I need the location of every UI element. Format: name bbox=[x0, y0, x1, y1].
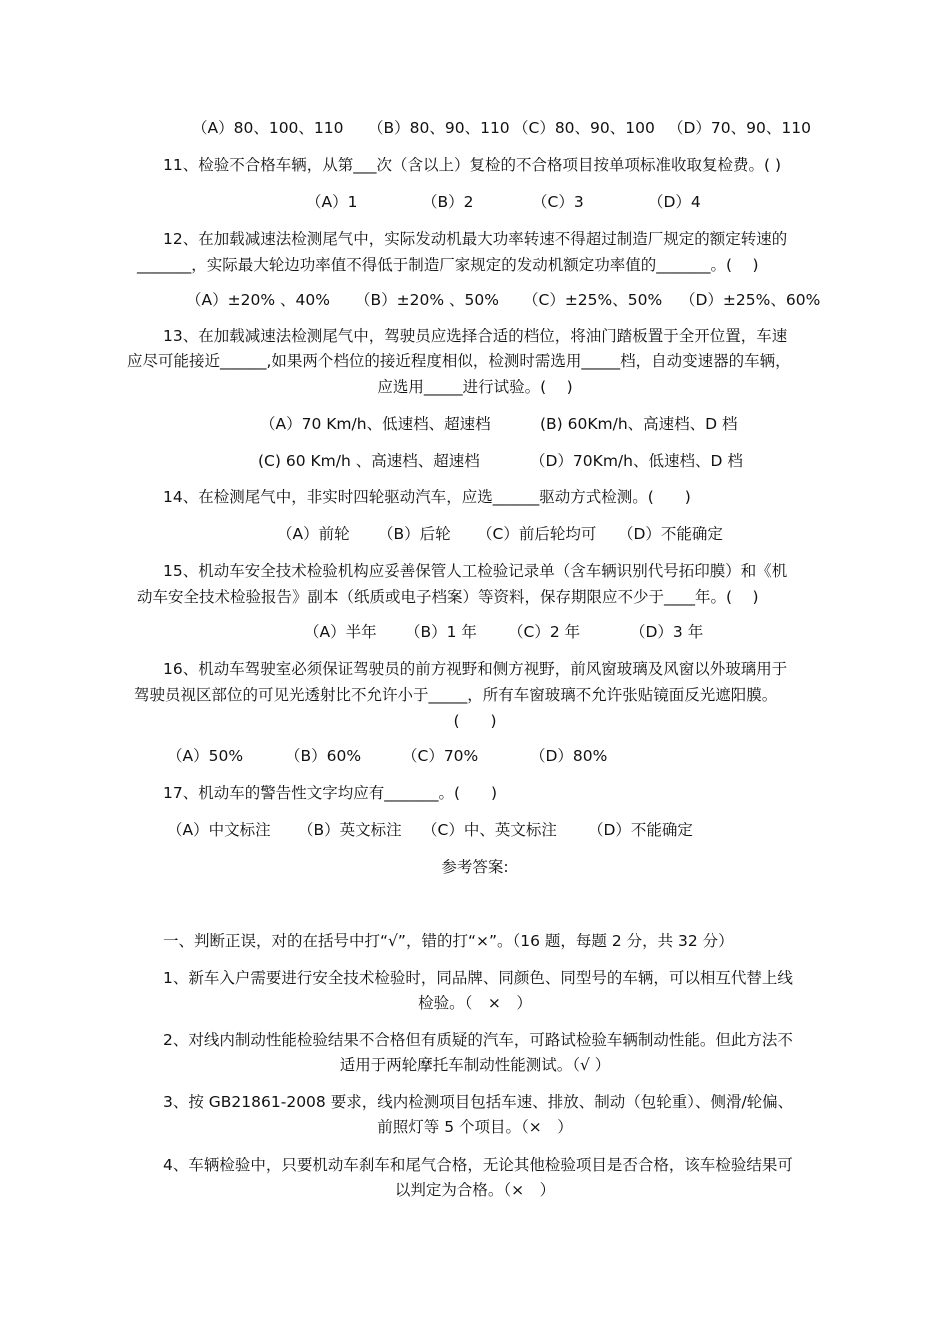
answer-2-line2: 适用于两轮摩托车制动性能测试。（√ ） bbox=[339, 1056, 611, 1074]
q13-option-a: （A）70 Km/h、低速档、超速档 bbox=[260, 415, 491, 433]
q13-option-b: (B) 60Km/h、高速档、D 档 bbox=[540, 415, 738, 433]
q10-option-a: （A）80、100、110 bbox=[192, 119, 344, 137]
answer-1-line1: 1、新车入户需要进行安全技术检验时，同品牌、同颜色、同型号的车辆，可以相互代替上线 bbox=[163, 969, 793, 987]
q13-text-line3: 应选用_____进行试验。( ) bbox=[377, 378, 573, 396]
q10-option-c: （C）80、90、100 bbox=[513, 119, 655, 137]
q15-text-line1: 15、机动车安全技术检验机构应妥善保管人工检验记录单（含车辆识别代号拓印膜）和《机 bbox=[163, 562, 788, 580]
answer-1-line2: 检验。（ × ） bbox=[418, 994, 532, 1012]
q15-option-b: （B）1 年 bbox=[405, 623, 477, 641]
q13-option-d: （D）70Km/h、低速档、D 档 bbox=[530, 452, 743, 470]
q15-text-line2: 动车安全技术检验报告》副本（纸质或电子档案）等资料，保存期限应不少于____年。( ) bbox=[137, 588, 759, 606]
answer-2-line1: 2、对线内制动性能检验结果不合格但有质疑的汽车，可路试检验车辆制动性能。但此方法不 bbox=[163, 1031, 793, 1049]
answers-section1-title: 一、判断正误，对的在括号中打“√”，错的打“×”。（16 题，每题 2 分，共 32 分） bbox=[163, 932, 734, 950]
q16-option-d: （D）80% bbox=[530, 747, 608, 765]
q12-text-line1: 12、在加载减速法检测尾气中，实际发动机最大功率转速不得超过制造厂规定的额定转速的 bbox=[163, 230, 788, 248]
q14-option-d: （D）不能确定 bbox=[618, 525, 723, 543]
q12-option-d: （D）±25%、60% bbox=[680, 291, 821, 309]
answer-3-line1: 3、按 GB21861-2008 要求，线内检测项目包括车速、排放、制动（包轮重）、侧滑/轮偏、 bbox=[163, 1093, 794, 1111]
q13-text-line1: 13、在加载减速法检测尾气中，驾驶员应选择合适的档位，将油门踏板置于全开位置，车速 bbox=[163, 327, 788, 345]
answer-4-line2: 以判定为合格。（× ） bbox=[394, 1181, 556, 1199]
q12-text-line2: _______，实际最大轮边功率值不得低于制造厂家规定的发动机额定功率值的_______。( ) bbox=[137, 256, 759, 274]
q12-option-b: （B）±20% 、50% bbox=[355, 291, 499, 309]
q11-option-a: （A）1 bbox=[306, 193, 358, 211]
q16-text-line2: 驾驶员视区部位的可见光透射比不允许小于_____，所有车窗玻璃不允许张贴镜面反光遮阳膜。 bbox=[134, 686, 778, 704]
q17-text: 17、机动车的警告性文字均应有_______。( ) bbox=[163, 784, 498, 802]
q16-option-c: （C）70% bbox=[402, 747, 479, 765]
q12-option-a: （A）±20% 、40% bbox=[186, 291, 330, 309]
q13-text-line2: 应尽可能接近______,如果两个档位的接近程度相似，检测时需选用_____档，自动变速器的车辆， bbox=[127, 352, 791, 370]
q14-option-a: （A）前轮 bbox=[277, 525, 350, 543]
q11-option-d: （D）4 bbox=[648, 193, 701, 211]
q17-option-a: （A）中文标注 bbox=[167, 821, 271, 839]
q11-option-b: （B）2 bbox=[422, 193, 474, 211]
q17-option-d: （D）不能确定 bbox=[588, 821, 693, 839]
q11-text: 11、检验不合格车辆，从第___次（含以上）复检的不合格项目按单项标准收取复检费。( ) bbox=[163, 156, 781, 174]
q13-option-c: (C) 60 Km/h 、高速档、超速档 bbox=[258, 452, 480, 470]
q16-text-line1: 16、机动车驾驶室必须保证驾驶员的前方视野和侧方视野，前风窗玻璃及风窗以外玻璃用于 bbox=[163, 660, 788, 678]
q16-text-line3: ( ) bbox=[453, 712, 497, 730]
q14-text: 14、在检测尾气中，非实时四轮驱动汽车，应选______驱动方式检测。( ) bbox=[163, 488, 691, 506]
q14-option-b: （B）后轮 bbox=[378, 525, 451, 543]
q11-option-c: （C）3 bbox=[532, 193, 584, 211]
q12-option-c: （C）±25%、50% bbox=[523, 291, 663, 309]
answer-3-line2: 前照灯等 5 个项目。（× ） bbox=[377, 1118, 573, 1136]
q10-option-b: （B）80、90、110 bbox=[368, 119, 510, 137]
q17-option-c: （C）中、英文标注 bbox=[422, 821, 557, 839]
q16-option-a: （A）50% bbox=[167, 747, 244, 765]
q15-option-d: （D）3 年 bbox=[630, 623, 704, 641]
answer-4-line1: 4、车辆检验中，只要机动车刹车和尾气合格，无论其他检验项目是否合格，该车检验结果可 bbox=[163, 1156, 793, 1174]
q15-option-a: （A）半年 bbox=[304, 623, 377, 641]
q10-option-d: （D）70、90、110 bbox=[668, 119, 811, 137]
q15-option-c: （C）2 年 bbox=[508, 623, 581, 641]
q16-option-b: （B）60% bbox=[285, 747, 362, 765]
q17-option-b: （B）英文标注 bbox=[298, 821, 402, 839]
q14-option-c: （C）前后轮均可 bbox=[477, 525, 597, 543]
answers-heading: 参考答案: bbox=[441, 858, 509, 876]
